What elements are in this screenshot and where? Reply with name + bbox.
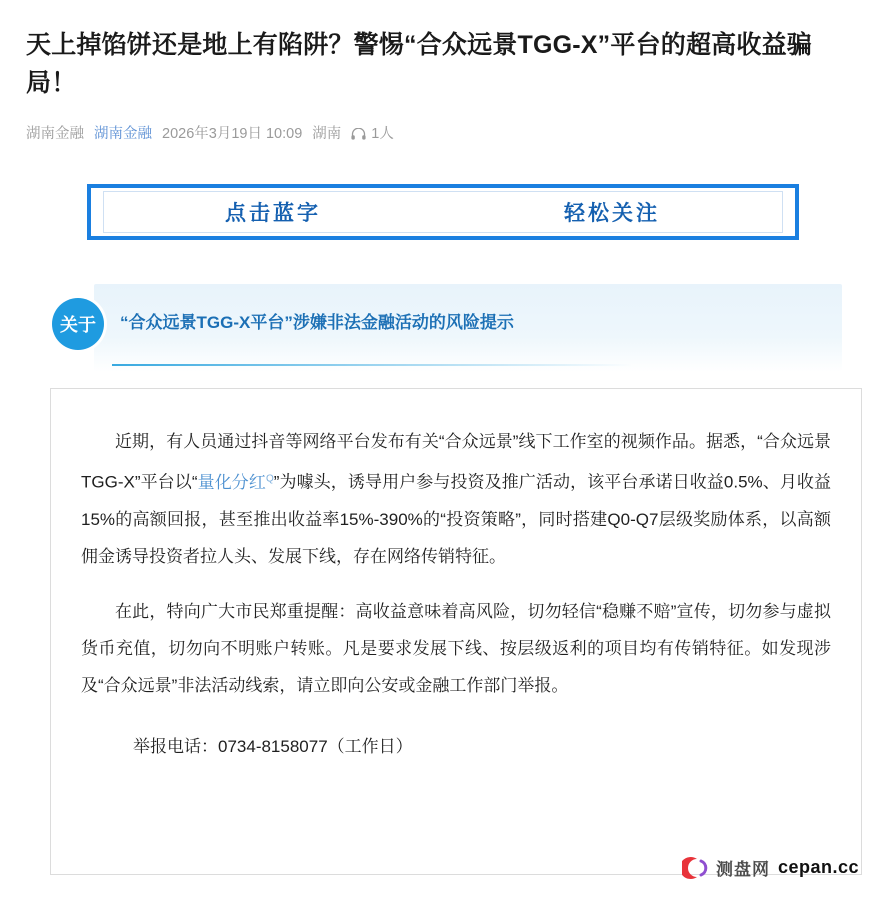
banner-follow-text: 轻松关注: [564, 201, 660, 225]
risk-notice-header: [52, 284, 842, 372]
cepan-logo-icon: [682, 856, 708, 880]
meta-author: 湖南金融: [26, 126, 84, 142]
meta-datetime: 2026年3月19日 10:09: [162, 126, 303, 142]
search-superscript-icon: Q: [266, 473, 274, 484]
watermark-cn-text: 测盘网: [715, 860, 770, 879]
paragraph-1-text-b: ”为噱头，诱导用户参与投资及推广活动，该平台承诺日收益0.5%、月收益15%的高额回报，甚至推出收益率15%-390%的“投资策略”，同时搭建Q0-Q7层级奖励体系，以高额佣金诱导投资者拉人头、发展下线，存在网络传销特征。: [81, 472, 832, 566]
paragraph-1-text-a: 近期，有人员通过抖音等网络平台发布有关“合众远景”线下工作室的视频作品。据悉，“合众远景TGG-X”平台以“: [81, 432, 831, 492]
banner-click-blue-text: 点击蓝字: [225, 201, 321, 225]
paragraph-1: [81, 423, 831, 575]
quantitative-dividend-link[interactable]: [198, 473, 274, 492]
about-badge: 关于: [52, 298, 104, 350]
meta-region: 湖南: [312, 126, 342, 142]
risk-notice-underline: [112, 364, 632, 366]
follow-banner[interactable]: [87, 184, 799, 240]
article-body: [50, 388, 862, 875]
watermark: [682, 855, 859, 880]
meta-listen-count[interactable]: [351, 124, 394, 144]
article-meta: [26, 124, 859, 144]
report-phone-line: 举报电话：0734-8158077（工作日）: [133, 736, 413, 756]
headphone-icon: [351, 128, 366, 140]
quantitative-dividend-label: 量化分红: [197, 472, 266, 492]
meta-account-link[interactable]: 湖南金融: [94, 126, 152, 142]
page-title: 天上掉馅饼还是地上有陷阱？警惕“合众远景TGG-X”平台的超高收益骗局！: [26, 31, 812, 97]
risk-notice-title: “合众远景TGG-X平台”涉嫌非法金融活动的风险提示: [120, 313, 514, 332]
paragraph-2: 在此，特向广大市民郑重提醒：高收益意味着高风险，切勿轻信“稳赚不赔”宣传，切勿参与虚拟货币充值，切勿向不明账户转账。凡是要求发展下线、按层级返利的项目均有传销特征。如发现涉及“合众远景”非法活动线索，请立即向公安或金融工作部门举报。: [81, 601, 831, 695]
watermark-en-text: cepan.cc: [777, 857, 859, 877]
follow-banner-inner: [103, 191, 783, 233]
listen-count-label: 1人: [371, 126, 394, 142]
